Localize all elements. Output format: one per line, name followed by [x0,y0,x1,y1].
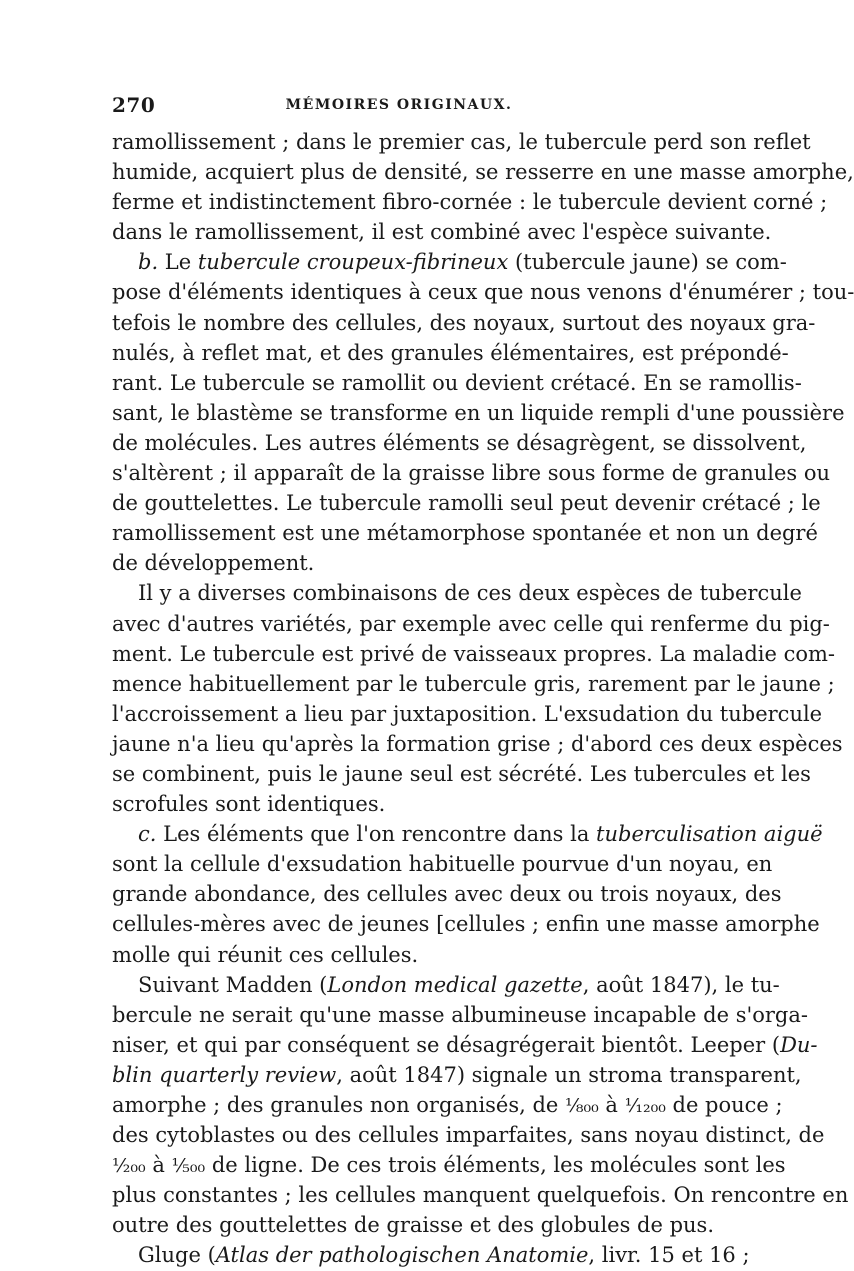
text-segment: à [145,1153,172,1178]
text-segment: tefois le nombre des cellules, des noyaux, surtout des noyaux gra- [112,310,816,335]
fraction-text: ¹⁄₁₂₀₀ [624,1095,666,1117]
italic-text: tuberculisation aiguë [596,822,823,847]
text-line [112,458,831,488]
text-line [112,368,802,398]
text-line [112,578,802,608]
text-line [112,428,807,458]
text-segment: Il y a diverses combinaisons de ces deux espèces de tubercule [138,581,802,606]
text-segment: (tubercule jaune) se com- [508,250,787,275]
text-segment: nulés, à reflet mat, et des granules élémentaires, est prépondé- [112,340,789,365]
text-line [112,518,818,548]
text-line [112,759,811,789]
page-header [112,93,686,123]
text-line [112,1000,808,1030]
text-segment: Le [164,250,198,275]
text-segment: Gluge ( [138,1243,216,1268]
text-segment: , août 1847), le tu- [582,972,780,997]
fraction-text: ¹⁄₈₀₀ [565,1095,599,1117]
text-line [112,789,686,819]
text-line [112,729,843,759]
fraction-text: ¹⁄₂₀₀ [112,1155,146,1178]
text-segment: , livr. 15 et 16 ; [588,1243,750,1268]
text-line [112,1030,818,1060]
italic-text: tubercule croupeux-fibrineux [197,250,509,275]
text-line [112,308,816,338]
text-line [112,1150,786,1180]
text-segment: des cytoblastes ou des cellules imparfaites, sans noyau distinct, de [112,1123,825,1148]
text-segment: de gouttelettes. Le tubercule ramolli seul peut devenir crétacé ; le [112,491,821,516]
text-line [112,669,835,699]
text-line [112,338,789,368]
running-title: MÉMOIRES ORIGINAUX. [285,97,513,113]
italic-text: c. [138,822,164,847]
text-segment: scrofules sont identiques. [112,792,386,817]
text-line [112,819,823,849]
text-line [112,217,772,247]
text-line [112,1180,849,1210]
text-line [112,187,828,217]
page-number: 270 [112,93,156,117]
text-segment: cellules-mères avec de jeunes [cellules ; enfin une masse amorphe [112,912,820,937]
text-segment: l'accroissement a lieu par juxtaposition. L'exsudation du tubercule [112,701,823,726]
text-segment: mence habituellement par le tubercule gris, rarement par le jaune ; [112,671,835,696]
italic-text: London medical gazette [327,972,583,997]
text-segment: pose d'éléments identiques à ceux que nous venons d'énumérer ; tou- [112,280,854,305]
italic-text: Atlas der pathologischen Anatomie [215,1243,589,1268]
text-segment: de développement. [112,551,315,576]
text-segment: s'altèrent ; il apparaît de la graisse libre sous forme de granules ou [112,461,831,486]
text-segment: ment. Le tubercule est privé de vaisseaux propres. La maladie com- [112,641,836,666]
text-segment: dans le ramollissement, il est combiné avec l'espèce suivante. [112,220,772,245]
text-segment: molle qui réunit ces cellules. [112,942,419,967]
text-line [112,277,854,307]
text-segment: ferme et indistinctement fibro-cornée : le tubercule devient corné ; [112,190,828,215]
text-segment: rant. Le tubercule se ramollit ou devient crétacé. En se ramollis- [112,370,802,395]
text-line [112,909,820,939]
text-segment: , août 1847) signale un stroma transparent, [336,1062,802,1087]
text-segment: se combinent, puis le jaune seul est sécrété. Les tubercules et les [112,761,811,786]
italic-text: Du- [780,1032,818,1057]
text-line [112,1210,715,1240]
text-segment: sont la cellule d'exsudation habituelle pourvue d'un noyau, en [112,852,773,877]
text-segment: de molécules. Les autres éléments se désagrègent, se dissolvent, [112,430,807,455]
text-segment: avec d'autres variétés, par exemple avec celle qui renferme du pig- [112,611,830,636]
body-text [112,127,854,1271]
text-line [112,398,845,428]
italic-text: b. [138,250,165,275]
text-segment: de pouce ; [665,1093,783,1117]
text-segment: jaune n'a lieu qu'après la formation grise ; d'abord ces deux espèces [112,731,843,756]
text-line [112,1060,802,1090]
text-line [112,548,686,578]
text-segment: sant, le blastème se transforme en un liquide rempli d'une poussière [112,400,845,425]
text-segment: niser, et qui par conséquent se désagrégerait bientôt. Leeper ( [112,1032,781,1057]
text-line [112,970,780,1000]
text-segment: de ligne. De ces trois éléments, les molécules sont les [205,1153,786,1178]
text-segment: Suivant Madden ( [138,972,328,997]
text-segment: à [598,1093,625,1117]
text-segment: bercule ne serait qu'une masse albumineuse incapable de s'orga- [112,1002,808,1027]
text-segment: ramollissement est une métamorphose spontanée et non un degré [112,521,818,546]
text-segment: plus constantes ; les cellules manquent quelquefois. On rencontre en [112,1183,849,1208]
text-line [112,639,836,669]
text-segment: ramollissement ; dans le premier cas, le tubercule perd son reflet [112,130,811,154]
text-line [112,699,823,729]
text-line [112,1120,825,1150]
text-line [112,940,686,970]
fraction-text: ¹⁄₅₀₀ [171,1155,206,1178]
text-line [112,157,854,187]
text-line [112,879,782,909]
text-line [112,1240,750,1270]
text-line [112,609,830,639]
text-line [112,1090,783,1120]
text-line [112,127,811,157]
text-segment: outre des gouttelettes de graisse et des globules de pus. [112,1213,715,1238]
text-line [112,488,821,518]
text-line [112,849,773,879]
text-segment: amorphe ; des granules non organisés, de [112,1093,566,1117]
text-segment: grande abondance, des cellules avec deux ou trois noyaux, des [112,882,782,907]
text-line [112,247,787,277]
text-segment: Les éléments que l'on rencontre dans la [163,822,597,847]
italic-text: blin quarterly review [112,1062,337,1087]
text-segment: humide, acquiert plus de densité, se resserre en une masse amorphe, [112,160,854,185]
